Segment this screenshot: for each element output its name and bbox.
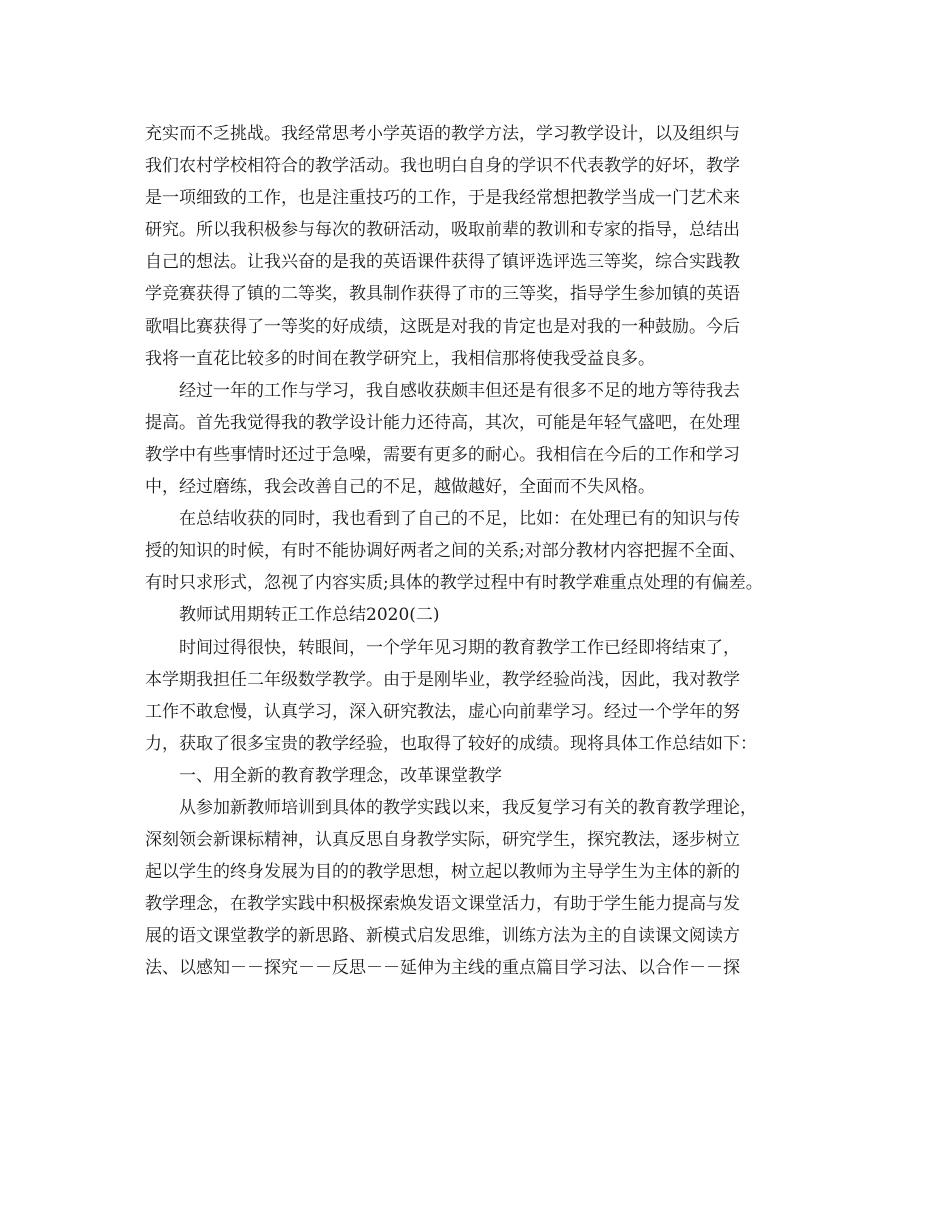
- text-line: 教学中有些事情时还过于急噪，需要有更多的耐心。我相信在今后的工作和学习: [145, 444, 740, 465]
- text-line: 我们农村学校相符合的教学活动。我也明白自身的学识不代表教学的好坏，教学: [145, 156, 740, 177]
- text-line: 是一项细致的工作，也是注重技巧的工作，于是我经常想把教学当成一门艺术来: [145, 188, 740, 209]
- text-line: 从参加新教师培训到具体的教学实践以来，我反复学习有关的教育教学理论，: [179, 797, 757, 818]
- text-line: 授的知识的时候，有时不能协调好两者之间的关系;对部分教材内容把握不全面、: [145, 541, 746, 562]
- text-line: 力，获取了很多宝贵的教学经验，也取得了较好的成绩。现将具体工作总结如下：: [145, 733, 757, 754]
- text-line: 学竞赛获得了镇的二等奖，教具制作获得了市的三等奖，指导学生参加镇的英语: [145, 284, 740, 305]
- text-line: 中，经过磨练，我会改善自己的不足，越做越好，全面而不失风格。: [145, 477, 655, 498]
- text-line: 时间过得很快，转眼间，一个学年见习期的教育教学工作已经即将结束了，: [179, 637, 740, 658]
- text-line: 教师试用期转正工作总结2020(二): [179, 605, 440, 626]
- text-line: 教学理念，在教学实践中积极探索焕发语文课堂活力，有助于学生能力提高与发: [145, 894, 740, 915]
- text-line: 法、以感知－－探究－－反思－－延伸为主线的重点篇目学习法、以合作－－探: [145, 958, 740, 979]
- text-line: 歌唱比赛获得了一等奖的好成绩，这既是对我的肯定也是对我的一种鼓励。今后: [145, 316, 740, 337]
- text-line: 深刻领会新课标精神，认真反思自身教学实际，研究学生，探究教法，逐步树立: [145, 830, 740, 851]
- text-line: 自己的想法。让我兴奋的是我的英语课件获得了镇评选评选三等奖，综合实践教: [145, 252, 740, 273]
- text-line: 经过一年的工作与学习，我自感收获颇丰但还是有很多不足的地方等待我去: [179, 380, 740, 401]
- text-line: 有时只求形式，忽视了内容实质;具体的教学过程中有时教学难重点处理的有偏差。: [145, 573, 763, 594]
- document-body: [145, 118, 810, 985]
- text-line: 我将一直花比较多的时间在教学研究上，我相信那将使我受益良多。: [145, 348, 655, 369]
- text-line: 在总结收获的同时，我也看到了自己的不足，比如：在处理已有的知识与传: [179, 509, 740, 530]
- text-line: 研究。所以我积极参与每次的教研活动，吸取前辈的教训和专家的指导，总结出: [145, 220, 740, 241]
- text-line: 充实而不乏挑战。我经常思考小学英语的教学方法，学习教学设计，以及组织与: [145, 124, 740, 144]
- text-line: 一、用全新的教育教学理念，改革课堂教学: [179, 765, 502, 786]
- text-line: 工作不敢怠慢，认真学习，深入研究教法，虚心向前辈学习。经过一个学年的努: [145, 701, 740, 722]
- text-line: 展的语文课堂教学的新思路、新模式启发思维，训练方法为主的自读课文阅读方: [145, 926, 740, 947]
- text-line: 提高。首先我觉得我的教学设计能力还待高，其次，可能是年轻气盛吧，在处理: [145, 412, 740, 433]
- text-line: 起以学生的终身发展为目的的教学思想，树立起以教师为主导学生为主体的新的: [145, 862, 740, 883]
- text-line: 本学期我担任二年级数学教学。由于是刚毕业，教学经验尚浅，因此，我对教学: [145, 669, 740, 690]
